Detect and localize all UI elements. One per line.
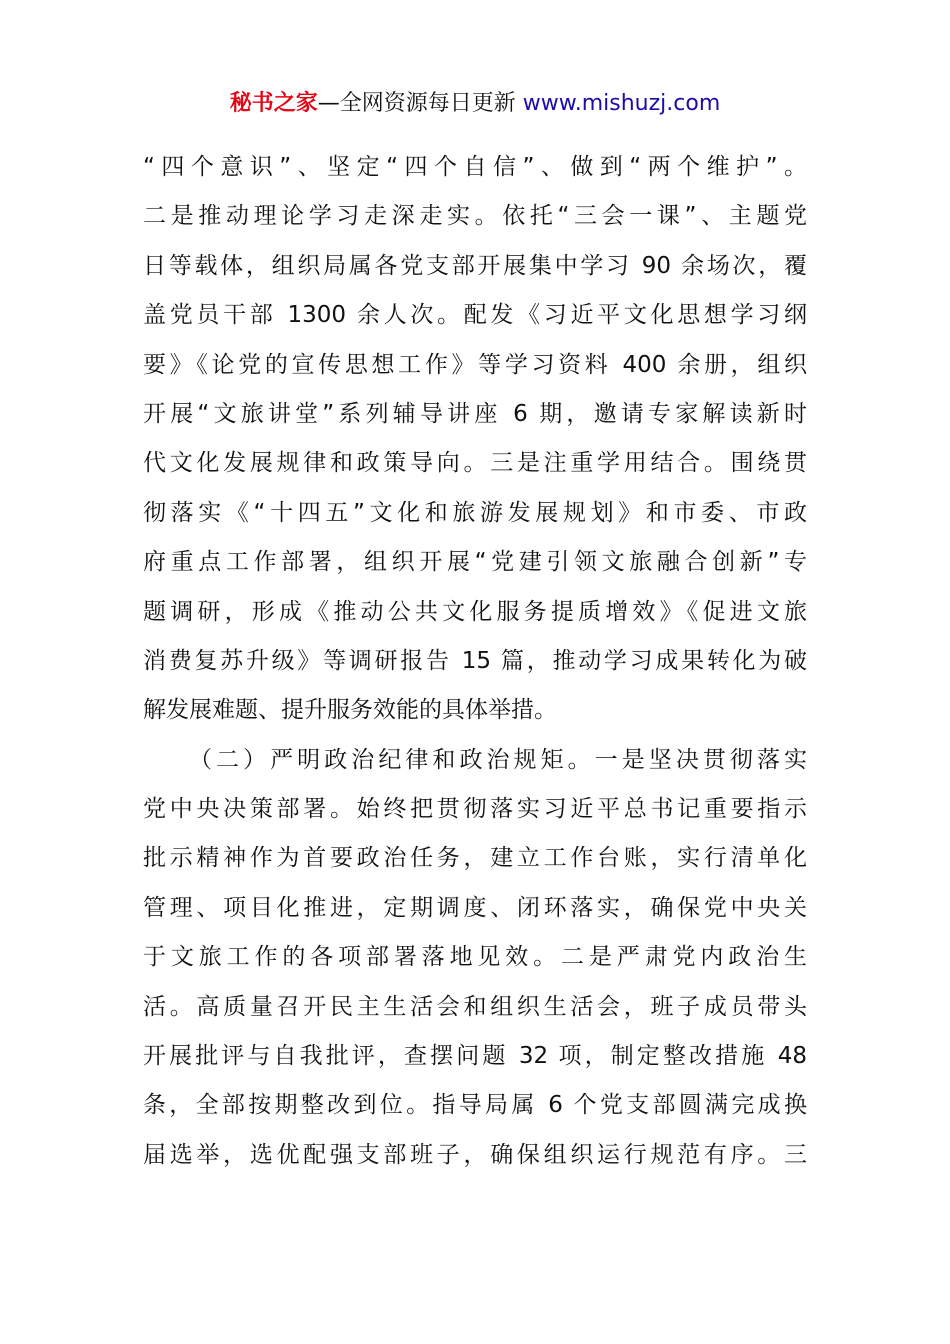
text-line: 盖党员干部 1300 余人次。配发《习近平文化思想学习纲	[143, 302, 807, 329]
document-body	[143, 143, 807, 1180]
text-line: 代文化发展规律和政策导向。三是注重学用结合。围绕贯	[143, 450, 807, 477]
paragraph-2	[143, 736, 807, 1181]
text-line: 党中央决策部署。始终把贯彻落实习近平总书记重要指示	[143, 796, 807, 823]
header-dash: —	[317, 91, 340, 116]
brand-name: 秘书之家	[229, 91, 318, 116]
text-line: 条，全部按期整改到位。指导局属 6 个党支部圆满完成换	[143, 1092, 807, 1119]
text-line: （二）严明政治纪律和政治规矩。一是坚决贯彻落实	[189, 746, 807, 773]
text-line: 府重点工作部署，组织开展“党建引领文旅融合创新”专	[143, 549, 807, 576]
text-line: 届选举，选优配强支部班子，确保组织运行规范有序。三	[143, 1141, 807, 1168]
text-line: 开展批评与自我批评，查摆问题 32 项，制定整改措施 48	[143, 1043, 807, 1070]
text-line: 要》《论党的宣传思想工作》等学习资料 400 余册，组织	[143, 351, 807, 378]
header-tagline: 全网资源每日更新	[339, 91, 516, 116]
text-line: 解发展难题、提升服务效能的具体举措。	[143, 697, 557, 724]
text-line: 活。高质量召开民主生活会和组织生活会，班子成员带头	[143, 993, 807, 1020]
site-header	[0, 86, 950, 122]
text-line: 消费复苏升级》等调研报告 15 篇，推动学习成果转化为破	[143, 647, 807, 674]
text-line: “四个意识”、坚定“四个自信”、做到“两个维护”。	[143, 154, 807, 180]
text-line: 题调研，形成《推动公共文化服务提质增效》《促进文旅	[143, 598, 807, 625]
text-line: 批示精神作为首要政治任务，建立工作台账，实行清单化	[143, 845, 807, 872]
text-line: 管理、项目化推进，定期调度、闭环落实，确保党中央关	[143, 894, 807, 921]
text-line: 彻落实《“十四五”文化和旅游发展规划》和市委、市政	[143, 499, 807, 526]
text-line: 开展“文旅讲堂”系列辅导讲座 6 期，邀请专家解读新时	[143, 400, 807, 427]
text-line: 二是推动理论学习走深走实。依托“三会一课”、主题党	[143, 203, 807, 230]
site-url-link[interactable]: www.mishuzj.com	[522, 91, 721, 116]
paragraph-1	[143, 143, 807, 736]
text-line: 日等载体，组织局属各党支部开展集中学习 90 余场次，覆	[143, 252, 807, 279]
text-line: 于文旅工作的各项部署落地见效。二是严肃党内政治生	[143, 944, 807, 971]
